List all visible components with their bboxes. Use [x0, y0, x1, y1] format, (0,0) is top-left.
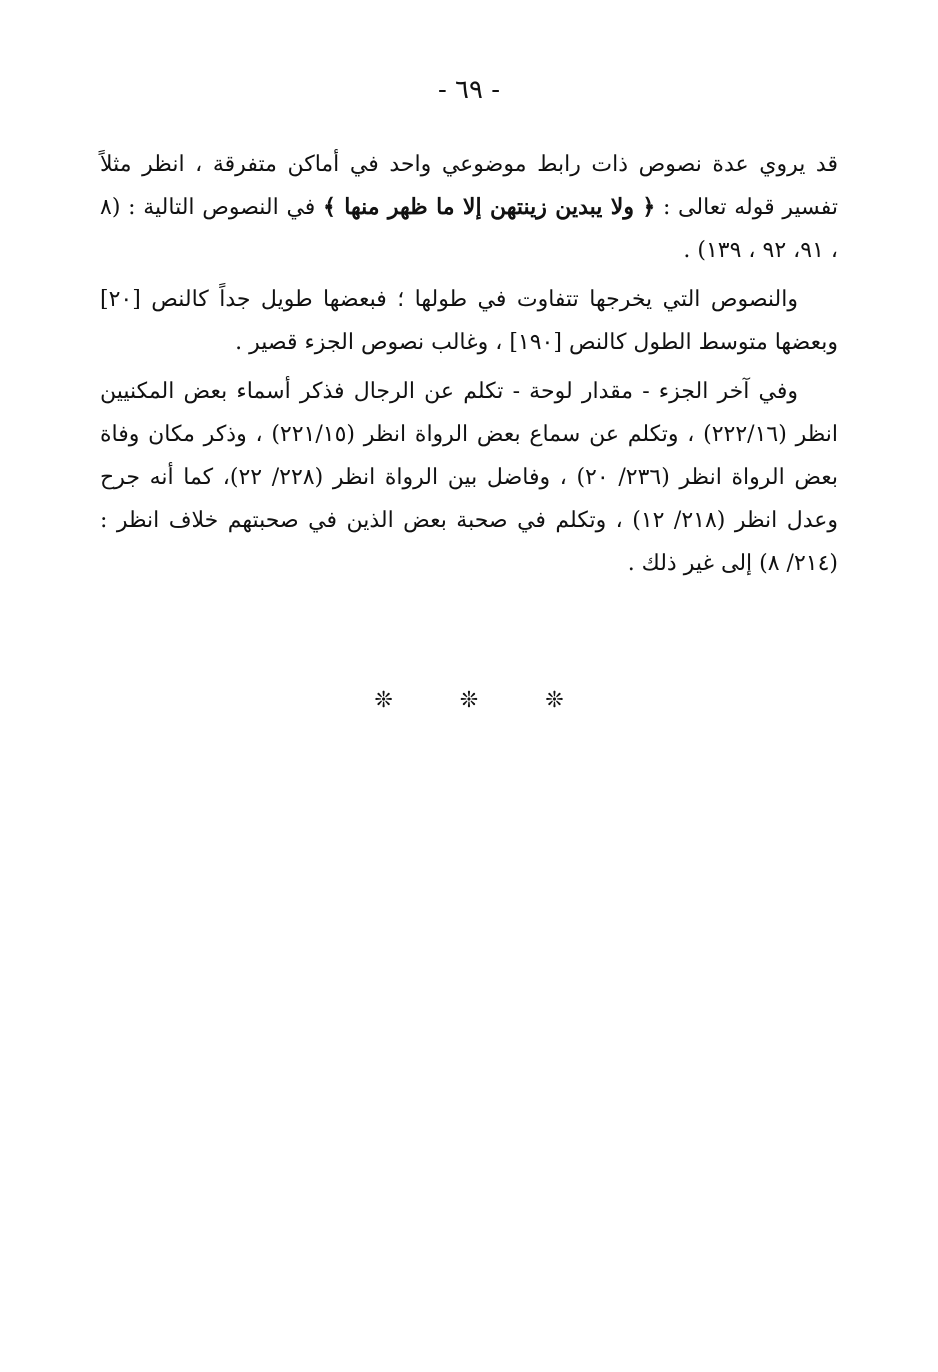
paragraph-3-text: وفي آخر الجزء - مقدار لوحة - تكلم عن الرجال فذكر أسماء بعض المكنيين انظر (٢٢٢/١٦) ، وتكلم عن سماع بعض الرواة انظر (٢٢١/١٥) ، وذكر مكان وفاة بعض الرواة انظر (٢٣٦/ ٢٠) ، وفاضل بين الرواة انظر (٢٢٨/ ٢٢)، كما أنه جرح وعدل انظر (٢١٨/ ١٢) ، وتكلم في صحبة بعض الذين في صحبتهم خلاف انظر : (٢١٤/ ٨) إلى غير ذلك . — [100, 379, 839, 576]
paragraph-1-outro: في النصوص التالية : (٨ ، ٩١، ٩٢ ، ١٣٩) . — [100, 195, 838, 263]
asterism-ornament-icon: ❊ — [374, 688, 393, 713]
section-divider — [0, 688, 938, 713]
asterism-ornament-icon: ❊ — [545, 688, 564, 713]
paragraph-end-of-part — [100, 370, 838, 585]
paragraph-1-intro: قد يروي عدة نصوص ذات رابط موضوعي واحد في أماكن متفرقة ، انظر مثلاً تفسير قوله تعالى : — [100, 152, 838, 220]
paragraph-2-text: والنصوص التي يخرجها تتفاوت في طولها ؛ فبعضها طويل جداً كالنص [٢٠] وبعضها متوسط الطول كالنص [١٩٠] ، وغالب نصوص الجزء قصير . — [100, 287, 838, 355]
asterism-ornament-icon: ❊ — [459, 688, 479, 713]
paragraph-related-texts — [100, 143, 838, 272]
page-number: - ٦٩ - — [437, 75, 501, 105]
paragraph-text-lengths — [100, 278, 838, 364]
quran-quote: ﴿ ولا يبدين زينتهن إلا ما ظهر منها ﴾ — [323, 194, 656, 220]
